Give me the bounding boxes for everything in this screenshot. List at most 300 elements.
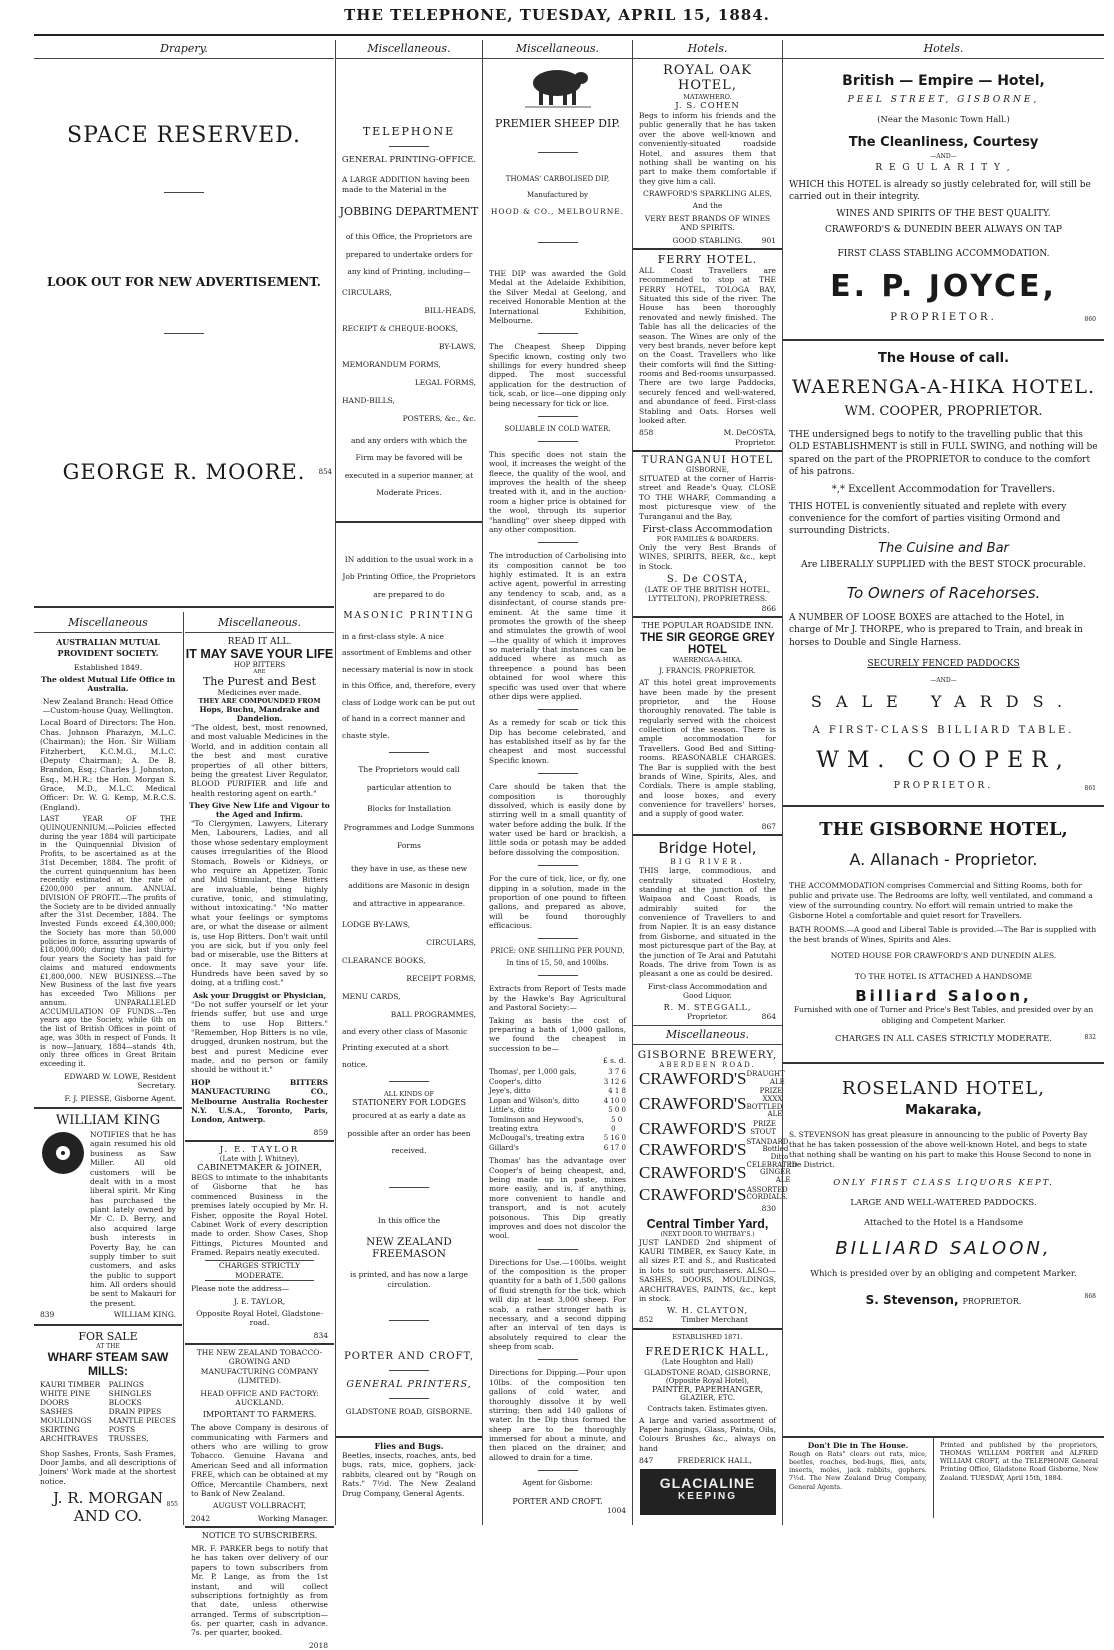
sale-yards: SALE YARDS. xyxy=(810,691,1077,711)
blocks-text: they have in use, as these new additions are Masonic in design and attractive in appearance. xyxy=(348,864,470,908)
cost-value: 5 0 0 xyxy=(611,1115,623,1133)
allanach: A. Allanach - Proprietor. xyxy=(849,849,1038,869)
clayton: W. H. CLAYTON, xyxy=(666,1306,749,1316)
glazier: GLAZIER, ETC. xyxy=(680,1393,735,1402)
dip-p5: As a remedy for scab or tick this Dip has become celebrated, and has established itself as by far the cheapest and most successful Specific known. xyxy=(489,718,626,765)
addition-text: A LARGE ADDITION having been made to the Material in the xyxy=(342,175,470,195)
decosta: M. DeCOSTA, xyxy=(723,428,776,438)
glacialine-logo xyxy=(640,1469,776,1515)
flies-text: Beetles, insects, roaches, ants, bed bugs, rats, mice, gophers, jack-rabbits, cleared out by "Rough on Rats." 7½d. The New Zealand Drug Company, General Agents. xyxy=(342,1451,476,1498)
gisborne-label: GISBORNE, xyxy=(686,466,729,474)
dip-p8: Extracts from Report of Tests made by the Hawke's Bay Agricultural and Pastoral Society:— xyxy=(489,984,626,1013)
crawford-name: CRAWFORD'S xyxy=(639,1140,747,1160)
central-timber: Central Timber Yard, xyxy=(646,1216,769,1231)
attached-handsome: Attached to the Hotel is a Handsome xyxy=(863,1218,1024,1229)
bridge-hotel: Bridge Hotel, xyxy=(658,839,757,858)
ad-number: 858 xyxy=(639,428,654,438)
hall-gladstone: GLADSTONE ROAD, GISBORNE, xyxy=(644,1367,771,1377)
amp-lowe: EDWARD W. LOWE, Resident Secretary. xyxy=(64,1071,176,1091)
cost-value: 4 10 0 xyxy=(603,1096,626,1105)
cost-row xyxy=(489,1134,626,1143)
dip-p7: For the cure of tick, lice, or fly, one dipping in a solution, made in the proportion of one pound to fifteen gallons, and prepared as above, will be found thoroughly efficacious. xyxy=(489,874,626,930)
stationery-lodges: STATIONERY FOR LODGES xyxy=(352,1098,466,1108)
crawford-name: CRAWFORD'S xyxy=(639,1068,747,1088)
ad-number: 860 xyxy=(1084,316,1096,324)
dip-p11: Directions for Use.—100lbs. weight of the composition is the proper quantity for a bath of 1,500 gallons of fluid strength for the tick, which will dip at least 3,000 sheep. For scab, a rather stronger bath is necessary, and a second dipping after an interval of ten days is absolutely required to clear the sheep from scab. xyxy=(489,1257,626,1352)
best-brands: VERY BEST BRANDS OF WINES AND SPIRITS. xyxy=(644,213,771,233)
gladstone-road: GLADSTONE ROAD, GISBORNE. xyxy=(345,1407,473,1417)
sale-item: DRAIN PIPES xyxy=(108,1406,162,1416)
glacialine-text: GLACIALINE xyxy=(659,1474,756,1491)
hop-manufacturer: HOP BITTERS MANUFACTURING CO., Melbourne Australia Rochester N.Y. U.S.A., Toronto, Paris, London, Antwerp. xyxy=(191,1077,328,1125)
column-divider xyxy=(183,612,184,1525)
crawford-list xyxy=(633,1068,798,1205)
painter: PAINTER, PAPERHANGER, xyxy=(651,1384,764,1394)
only-first-class: ONLY FIRST CLASS LIQUORS KEPT. xyxy=(833,1178,1054,1189)
matawhero: MATAWHERO. xyxy=(683,93,732,101)
popular-inn: THE POPULAR ROADSIDE INN. xyxy=(641,621,774,631)
francis: J. FRANCIS, PROPRIETOR. xyxy=(659,667,756,676)
dip-p4: The introduction of Carbolising into its composition cannot be too highly estimated. It is an extra active agent, powerful in arresting any tendency to scab, and, as a disinfectant, of course stands pre-eminent. At the same time it promotes the growth of the sheep and stimulates the growth of wool—the quality of which it improves so materially that instances can be adduced where as much as threepence a pound has been obtained for wool where this specific was used over that where other dips were applied. xyxy=(489,551,626,701)
king-text: NOTIFIES that he has again resumed his old business as Saw Miller. All old customers will be dealt with in a most liberal spirit. Mr King has purchased the plant lately owned by Mr C. D. Berry, and also acquired large bush interests in Poverty Bay, he can supply timber to suit customers, and asks the public to support him. All orders should be sent to Makauri for the present. xyxy=(90,1130,176,1308)
masonic-intro: IN addition to the usual work in a Job Printing Office, the Proprietors are prepared to do xyxy=(342,555,476,599)
hall-opposite: (Opposite Royal Hotel), xyxy=(665,1376,750,1385)
billiard-saloon: Billiard Saloon, xyxy=(855,987,1032,1006)
cabinetmaker: CABINETMAKER & JOINER, xyxy=(197,1163,322,1173)
lodge-item: MENU CARDS, xyxy=(342,991,401,1001)
lodge-item: CLEARANCE BOOKS, xyxy=(342,955,426,965)
hop-bitters-column xyxy=(185,614,334,1650)
sheep-icon xyxy=(523,63,593,109)
read-it-all: READ IT ALL. xyxy=(227,637,292,647)
dip-p2: The Cheapest Sheep Dipping Specific known, costing only two shillings for every hundred sheep dipped. The most successful application for the destruction of tick, scab, or lice—one dipping only being necessary for tick or lice. xyxy=(489,342,626,408)
printing-item: POSTERS, &c., &c. xyxy=(402,414,476,423)
give-text: "To Clergymen, Lawyers, Literary Men, Labourers, Ladies, and all those whose sedentary employment causes irregularities of the Blood Stomach, Bowels or Kidneys, or who require an Appetizer, Tonic and Mild Stimulant, these Bitters are invaluable, being highly curative, tonic, and stimulating, without intoxicating." "No matter what your feelings or symptoms are, or what the disease or ailment is, use Hop Bitters. Don't wait until you are sick, but if you only feel bad or miserable, use the Bitters at once. It may save your life. Hundreds have been saved by so doing, at a trifling cost." xyxy=(191,819,328,988)
ad-number: 861 xyxy=(1084,784,1096,792)
section-rule xyxy=(34,606,334,608)
ad-number: 834 xyxy=(313,1330,328,1340)
ad-number: 859 xyxy=(313,1127,328,1137)
billiard-table: A FIRST-CLASS BILLIARD TABLE. xyxy=(812,724,1075,736)
soluable: SOLUABLE IN COLD WATER. xyxy=(504,424,611,433)
crawford-product: PRIZE XXXX BOTTLED ALE xyxy=(746,1087,783,1119)
sale-item: TRUSSES, xyxy=(108,1433,149,1443)
cost-row xyxy=(489,1068,626,1077)
cleanliness: The Cleanliness, Courtesy xyxy=(848,135,1039,150)
tobacco-company: THE NEW ZEALAND TOBACCO-GROWING AND MANUFACTURING COMPANY (LIMITED). xyxy=(196,1348,323,1386)
furnished-text: Furnished with one of Turner and Price's Best Tables, and presided over by an obliging and Competent Marker. xyxy=(793,1005,1094,1025)
cost-name: Cooper's, ditto xyxy=(489,1077,542,1086)
for-sale: FOR SALE xyxy=(78,1329,138,1343)
dont-die-box xyxy=(783,1436,934,1518)
liberally: Are LIBERALLY SUPPLIED with the BEST STOCK procurable. xyxy=(801,560,1086,571)
printing-item: LEGAL FORMS, xyxy=(414,378,476,387)
grey-text: AT this hotel great improvements have been made by the present proprietor, and the House thoroughly renovated. The table is regularly served with the choicest collection of the season. There is ample accommodation for Travellers. Good Bed and Sitting-rooms. REASONABLE CHARGES. The Bar is supplied with the best brands of Wine, Spirits, Ales, and Cordials. There is ample stabling, and loose boxes, and every convenience for travellers' horses, and a supply of good water. xyxy=(639,678,776,819)
amp-piesse: F. J. PIESSE, Gisborne Agent. xyxy=(64,1093,176,1103)
ferry-hotel: FERRY HOTEL. xyxy=(657,252,758,266)
printing-item: BILL-HEADS, xyxy=(424,306,476,315)
section-header: Hotels. xyxy=(783,40,1104,59)
crawford-row xyxy=(639,1087,783,1119)
section-header: Miscellaneous xyxy=(34,614,182,633)
sale-item: MANTLE PIECES xyxy=(108,1415,176,1425)
first-class-acc: First-class Accommodation xyxy=(642,523,773,535)
presided-text: Which is presided over by an obliging and competent Marker. xyxy=(810,1269,1077,1280)
cost-value: 6 17 0 xyxy=(603,1143,626,1152)
crawford-name: CRAWFORD'S xyxy=(639,1119,747,1139)
crawford-row xyxy=(639,1068,785,1089)
keeping-text: KEEPING xyxy=(677,1490,737,1502)
drapery-column xyxy=(34,40,334,610)
hop-bitters: HOP BITTERS xyxy=(233,661,286,669)
notice-text: MR. F. PARKER begs to notify that he has taken over delivery of our papers to town subscribers from Mr. P. Lange, as from the 1st instant, and will collect subscriptions fortnightly as from that date, unless otherwise arranged. Terms of subscription— 6s. per quarter, cash in advance. 7s. per quarter, booked. xyxy=(191,1544,328,1638)
cuisine-bar: The Cuisine and Bar xyxy=(878,541,1009,557)
waerenga-hotel: WAERENGA-A-HIKA HOTEL. xyxy=(791,376,1096,399)
general-printers: GENERAL PRINTERS, xyxy=(346,1379,472,1391)
taylor-text: BEGS to intimate to the inhabitants of Gisborne that he has commenced Business in the premises lately occupied by Mr. H. Fisher, opposite the Royal Hotel. Cabinet Work of every description made to order. Show Cases, Shop Fittings, Pictures Mounted and Framed. Repairs neatly executed. xyxy=(191,1173,328,1257)
ferry-text: ALL Coast Travellers are recommended to stop at THE FERRY HOTEL, TOLOGA BAY, Situated this side of the river. The House has been thoroughly renovated and newly finished. The Table has all the delicacies of the season. The Wines are only of the very best brands, never before kept on the Coast. Travellers who like their comforts will find the Sitting-rooms and Bed-rooms unsurpassed. There are two large Paddocks, securely fenced and well-watered, and abundance of feed. First-class Stabling and Oats. Horses well looked after. xyxy=(639,265,776,425)
sale-list xyxy=(40,1380,176,1443)
cost-row xyxy=(489,1144,626,1153)
masthead-rule xyxy=(34,34,1104,36)
printing-item: CIRCULARS, xyxy=(342,288,392,297)
crawford-row xyxy=(639,1184,788,1205)
families: FOR FAMILIES & BOARDERS. xyxy=(656,534,759,543)
ad-number: 868 xyxy=(1084,1293,1096,1301)
taylor-charges: CHARGES STRICTLY MODERATE. xyxy=(205,1260,314,1281)
ask-druggist: Ask your Druggist or Physician, xyxy=(192,990,327,1000)
attached-text: TO THE HOTEL IS ATTACHED A HANDSOME xyxy=(854,972,1033,982)
proprietor-label: PROPRIETOR. xyxy=(893,780,994,791)
accommodation-text: THE ACCOMMODATION comprises Commercial and Sitting Rooms, both for public and private use. The Bedrooms are lofty, well ventilated, and command a view of the surrounding country. No effort will remain untried to make the Gisborne Hotel a comfortable and quiet resort for Travellers. xyxy=(789,880,1093,921)
proprietor-label: PROPRIETOR. xyxy=(890,312,997,324)
lodge-items xyxy=(342,916,476,1024)
loose-boxes: A NUMBER OF LOOSE BOXES are attached to the Hotel, in charge of Mr J. THORPE, who is prepared to Train, and break in horses to Double and Single Harness. xyxy=(789,613,1083,648)
and-the: And the xyxy=(692,201,723,211)
king-signature: WILLIAM KING. xyxy=(113,1310,176,1320)
hop-text: "The oldest, best, most renowned, and most valuable Medicines in the World, and in addition contain all the best and most curative properties of all other bitters, being the greatest Liver Regulator, BLOOD PURIFIER and life and health restoring agent on earth." xyxy=(191,723,328,798)
carbolised: THOMAS' CARBOLISED DIP, xyxy=(505,175,610,183)
printing-items xyxy=(342,284,476,428)
cost-row xyxy=(489,1078,626,1087)
crawford-name: CRAWFORD'S xyxy=(639,1184,747,1204)
stevenson-text: S. STEVENSON has great pleasure in announcing to the public of Poverty Bay that he has taken possession of the above well-known Hotel, and begs to state that nothing shall be wanting on his part to make this House Second to none in the District. xyxy=(789,1129,1092,1170)
moore-name: GEORGE R. MOORE. xyxy=(62,460,306,484)
look-out-notice: LOOK OUT FOR NEW ADVERTISEMENT. xyxy=(47,275,321,289)
large-paddocks: LARGE AND WELL-WATERED PADDOCKS. xyxy=(850,1198,1037,1209)
manufactured-by: Manufactured by xyxy=(527,191,588,199)
sale-item: SHINGLES xyxy=(108,1388,152,1398)
crawford-name: CRAWFORD'S xyxy=(639,1093,747,1113)
section-header: Hotels. xyxy=(633,40,782,59)
masonic-text: in a first-class style. A nice assortment of Emblems and other necessary material is now in stock in this Office, and, therefore, every class of Lodge work can be put out of hand in a correct manner and chaste style. xyxy=(342,631,476,740)
steggall: R. M. STEGGALL, xyxy=(663,1003,752,1013)
telephone-title: TELEPHONE xyxy=(362,125,456,138)
taylor-address: Opposite Royal Hotel, Gladstone-road. xyxy=(196,1308,323,1328)
vollbracht: AUGUST VOLLBRACHT, xyxy=(212,1501,307,1511)
good-stabling: GOOD STABLING. xyxy=(672,235,743,245)
crawford-row xyxy=(639,1160,798,1185)
at-the: AT THE xyxy=(96,1342,120,1350)
ad-number: 2042 xyxy=(191,1513,211,1523)
compounded: THEY ARE COMPOUNDED FROM xyxy=(198,697,321,705)
agent-gisborne: Agent for Gisborne: xyxy=(522,1479,593,1488)
ep-joyce: E. P. JOYCE, xyxy=(830,269,1057,305)
important-farmers: IMPORTANT TO FARMERS. xyxy=(202,1410,317,1420)
taylor-note: Please note the address— xyxy=(191,1284,290,1294)
saw-blade-icon xyxy=(40,1130,86,1176)
ad-number: 830 xyxy=(761,1204,776,1214)
turanganui-hotel: TURANGANUI HOTEL xyxy=(641,455,774,466)
lodge-item: BALL PROGRAMMES, xyxy=(390,1009,476,1019)
cooper-text: THE undersigned begs to notify to the travelling public that this OLD ESTABLISHMENT is still in FULL SWING, and nothing will be spared on the part of the PROPRIETOR to conduce to the comfort of his patrons. xyxy=(789,430,1098,477)
next-door: (NEXT DOOR TO WHITBAY'S.) xyxy=(660,1230,755,1238)
amp-oldest: The oldest Mutual Life Office in Australia. xyxy=(40,674,176,694)
lodge-item: CIRCULARS, xyxy=(426,937,476,947)
bath-text: BATH ROOMS.—A good and Liberal Table is provided.—The Bar is supplied with the best brands of Wines, Spirits and Ales. xyxy=(789,925,1097,945)
cost-value: 3 7 6 xyxy=(608,1068,626,1077)
ad-number: 852 xyxy=(639,1315,654,1325)
dont-die-text: Rough on Rats" clears out rats, mice, beetles, roaches, bed-bugs, flies, ants, insects, moles, jack rabbits, gophers. 7½d. The New Zealand Drug Company, General Agents. xyxy=(789,1450,927,1491)
crawford-row xyxy=(639,1119,776,1139)
flies-title: Flies and Bugs. xyxy=(374,1441,444,1451)
paddocks: SECURELY FENCED PADDOCKS xyxy=(867,658,1020,669)
imprint-text: Printed and published by the proprietors, THOMAS WILLIAM PORTER and ALFRED WILLIAM CROFT, at the TELEPHONE General Printing Office, Gladstone Road Gisborne, New Zealand. TUESDAY, April 15th, 1884. xyxy=(940,1441,1098,1482)
steggall-role: Proprietor. xyxy=(686,1012,729,1022)
ad-number: 867 xyxy=(761,821,776,831)
ad-number: 854 xyxy=(318,468,332,476)
printed-text: is printed, and has now a large circulation. xyxy=(350,1270,468,1290)
crawford-product: DRAUGHT ALE xyxy=(746,1069,785,1086)
cost-name: Lopan and Wilson's, ditto xyxy=(489,1096,580,1105)
crawford-product: STANDARD Bottled Ditto xyxy=(746,1137,789,1161)
ad-number: 864 xyxy=(761,1012,776,1022)
contracts: Contracts taken. Estimates given. xyxy=(647,1404,768,1413)
flies-bugs xyxy=(336,1436,482,1518)
sdecosta: S. De COSTA, xyxy=(666,574,749,585)
billiard-saloon-roseland: BILLIARD SALOON, xyxy=(835,1238,1052,1260)
brands-text: Only the very Best Brands of WINES, SPIRITS, BEER, &c., kept in Stock. xyxy=(639,542,776,571)
cost-row xyxy=(489,1106,626,1115)
amp-body: LAST YEAR OF THE QUINQUENNIUM.—Policies effected during the year 1884 will participate in the Quinquennial Division of Profits, to be ascertained as at the 31st December, 1884. The profit of the current quinquennium has been recently estimated at the rate of £200,000 per annum. ANNUAL DIVISION OF PROFIT.—The profits of the Society are to be divided annually after the 31st December, 1884. The Invested Funds exceed £4,300,000; the Society has more than 50,000 policies in force, assuring upwards of £18,000,000; during the last thirty-four years the Society has paid for claims and matured endowments £1,800,000. NEW BUSINESS.—The New Business of the last five years has exceeded Two Millions per annum. UNPARALLELED ACCUMULATION OF FUNDS.—Ten years ago the Society, while 6th on the list of British Offices in point of age, was 30th in respect of Funds. It is now—January, 1884—stands 4th, only three offices in Great Britain exceeding it. xyxy=(40,815,176,1069)
section-header: Drapery. xyxy=(34,40,334,59)
gpo-title: GENERAL PRINTING-OFFICE. xyxy=(341,155,477,165)
cost-row xyxy=(489,1097,626,1106)
cost-value: 3 12 6 xyxy=(603,1077,626,1086)
printing-item: BY-LAWS, xyxy=(438,342,476,351)
section-header: Miscellaneous. xyxy=(483,40,632,59)
ad-number: 866 xyxy=(761,603,776,613)
crawford-product: ASSORTED CORDIALS. xyxy=(746,1185,788,1202)
crawford-dunedin: CRAWFORD'S & DUNEDIN BEER ALWAYS ON TAP xyxy=(825,225,1062,236)
in-office: In this office the xyxy=(377,1216,441,1225)
timber-text: JUST LANDED 2nd shipment of KAURI TIMBER, ex Saucy Kate, in all sizes P.T. and S., and Rusticated in lots to suit purchasers. ALSO— SASHES, DOORS, MOULDINGS, ARCHITRAVES, PAINTS, &c., kept in stock. xyxy=(639,1237,776,1303)
section-header: Miscellaneous. xyxy=(633,1025,782,1045)
hood-melbourne: HOOD & CO., MELBOURNE. xyxy=(490,207,625,216)
king-name: WILLIAM KING xyxy=(55,1113,161,1129)
ad-number: 855 xyxy=(166,1501,178,1509)
tobacco-head-office: HEAD OFFICE AND FACTORY: AUCKLAND. xyxy=(200,1388,319,1407)
first-stabling: FIRST CLASS STABLING ACCOMMODATION. xyxy=(837,249,1050,260)
intro-text: of this Office, the Proprietors are prepared to undertake orders for any kind of Printing, including— xyxy=(345,232,473,276)
decosta-role: Proprietor. xyxy=(734,437,776,447)
taylor-signature: J. E. TAYLOR, xyxy=(233,1296,286,1306)
gisborne-hotel: THE GISBORNE HOTEL, xyxy=(819,818,1068,840)
may-save-life: IT MAY SAVE YOUR LIFE xyxy=(185,647,334,661)
and-divider: —AND— xyxy=(930,676,957,684)
sheep-title: PREMIER SHEEP DIP. xyxy=(494,117,621,130)
dont-die-title: Don't Die in The House. xyxy=(807,1441,909,1450)
stevenson-name: S. Stevenson, xyxy=(865,1293,959,1308)
peel-street: PEEL STREET, GISBORNE, xyxy=(847,95,1040,105)
taylor-late: (Late with J. Whitney), xyxy=(219,1155,300,1163)
tins: In tins of 15, 50, and 100lbs. xyxy=(506,959,609,968)
printing-item: RECEIPT & CHEQUE-BOOKS, xyxy=(342,324,458,333)
printing-item: MEMORANDUM FORMS, xyxy=(342,360,441,369)
working-manager: Working Manager. xyxy=(257,1513,328,1523)
crawford-product: CELEBRATED GINGER ALE xyxy=(746,1160,798,1185)
established: ESTABLISHED 1871. xyxy=(672,1332,743,1341)
regularity: R E G U L A R I T Y , xyxy=(875,163,1012,173)
ad-number: 1004 xyxy=(606,1506,626,1516)
aberdeen-road: ABERDEEN ROAD. xyxy=(659,1060,756,1069)
roseland-hotel: ROSELAND HOTEL, xyxy=(842,1077,1045,1099)
printing-column xyxy=(336,40,482,1480)
masonic-printing: MASONIC PRINTING xyxy=(343,610,475,621)
proprietors-text: The Proprietors would call particular attention to xyxy=(358,765,460,792)
blocks-title: Blocks for Installation Programmes and Lodge Summons Forms xyxy=(343,803,475,851)
sale-item: SKIRTING xyxy=(40,1424,80,1434)
sir-george-grey: THE SIR GEORGE GREY HOTEL xyxy=(640,632,775,657)
noted-house: NOTED HOUSE FOR CRAWFORD'S AND DUNEDIN ALES. xyxy=(830,951,1057,961)
dip-p1: THE DIP was awarded the Gold Medal at the Adelaide Exhibition, the Silver Medal at Geelong, and received Honorable Mention at the International Exhibition, Melbourne. xyxy=(489,269,626,325)
give-life: They Give New Life and Vigour to the Aged and Infirm. xyxy=(189,801,330,819)
sale-item: ARCHITRAVES xyxy=(40,1433,99,1443)
ad-number: 832 xyxy=(1084,1033,1096,1041)
hotels-column xyxy=(633,40,798,1525)
price: PRICE: ONE SHILLING PER POUND, xyxy=(490,947,625,956)
british-empire: British — Empire — Hotel, xyxy=(842,73,1045,89)
imprint-box xyxy=(934,1436,1104,1518)
morgan-name: J. R. MORGAN AND CO. xyxy=(52,1489,164,1526)
ad-number: 901 xyxy=(761,235,776,245)
excellent-acc: *,* Excellent Accommodation for Travellers. xyxy=(831,483,1056,495)
dip-p10: Thomas' has the advantage over Cooper's of being cheapest, and, being made up in paste, mixes more easily, and is, if anything, more convenient to handle and transport, and is not acutely poisonous. This Dip greatly improves and does not discolor the wool. xyxy=(489,1156,626,1241)
racehorses: To Owners of Racehorses. xyxy=(846,584,1041,603)
lodge-item: LODGE BY-LAWS, xyxy=(342,919,411,929)
amp-title: AUSTRALIAN MUTUAL PROVIDENT SOCIETY. xyxy=(56,637,160,658)
crawfords: CRAWFORD'S SPARKLING ALES, xyxy=(643,189,772,198)
clayton-role: Timber Merchant xyxy=(681,1315,749,1325)
gisborne-brewery: GISBORNE BREWERY, xyxy=(637,1048,778,1061)
crawford-name: CRAWFORD'S xyxy=(639,1163,747,1183)
cost-name: McDougal's, treating extra xyxy=(489,1134,585,1143)
crawford-row xyxy=(639,1137,789,1162)
cost-table xyxy=(489,1068,626,1153)
tobacco-text: The above Company is desirous of communicating with Farmers and others who are willing to grow Tobacco. Genuine Havana and American Seed and all information FREE, which can be obtained at my Office, Mercantile Chambers, next to Bank of New Zealand. xyxy=(191,1423,328,1498)
sale-item: BLOCKS xyxy=(108,1397,142,1407)
are-label: ARE xyxy=(253,669,266,675)
wm-cooper-sig: WM. COOPER, xyxy=(816,747,1071,773)
medicines: Medicines ever made. xyxy=(217,688,302,697)
section-header: Miscellaneous. xyxy=(336,40,482,59)
shop-text: Shop Sashes, Fronts, Sash Frames, Door Jambs, and all descriptions of Joiners' Work made at the shortest notice. xyxy=(40,1448,176,1486)
situated-text: THIS HOTEL is conveniently situated and replete with every convenience for the comfort of parties visiting Ormond and surrounding Districts. xyxy=(789,501,1067,537)
which-text: WHICH this HOTEL is already so justly celebrated for, will still be carried out in their integrity. xyxy=(789,180,1091,203)
hops-ingredients: Hops, Buchu, Mandrake and Dandelion. xyxy=(199,705,320,723)
section-header: Miscellaneous. xyxy=(185,614,334,633)
wharf-mills: WHARF STEAM SAW MILLS: xyxy=(47,1349,169,1378)
sale-item: KAURI TIMBER xyxy=(40,1379,101,1389)
taylor-name: J. E. TAYLOR xyxy=(219,1145,300,1155)
sale-item: MOULDINGS xyxy=(40,1415,92,1425)
orders-text: and any orders with which the Firm may be favored will be executed in a superior manner, at Moderate Prices. xyxy=(344,436,474,497)
nz-freemason: NEW ZEALAND FREEMASON xyxy=(366,1236,452,1261)
dip-p9: Taking as basis the cost of preparing a bath of 1,000 gallons, we found the cheapest in succession to be— xyxy=(489,1015,626,1053)
ad-number: 847 xyxy=(639,1456,654,1466)
and-divider: —AND— xyxy=(930,153,957,160)
cost-value: 4 1 8 xyxy=(608,1087,626,1096)
crawford-product: PRIZE STOUT xyxy=(750,1120,776,1136)
late-hall: (Late Houghton and Hall) xyxy=(661,1357,754,1366)
lodge-end: and every other class of Masonic Printing executed at a short notice. xyxy=(342,1026,468,1069)
sale-item: POSTS xyxy=(108,1424,136,1434)
cost-name: Gillard's xyxy=(489,1143,519,1152)
stevenson-role: PROPRIETOR. xyxy=(962,1297,1022,1307)
frederick-hall: FREDERICK HALL, xyxy=(645,1344,770,1358)
sale-item: PALINGS xyxy=(108,1379,145,1389)
dip-p12: Directions for Dipping.—Pour upon 10lbs. of the composition ten gallons of cold water, and thoroughly dissolve it by well stirring; then add 140 gallons of water. In the Dip thus formed the sheep are to be thoroughly immersed for about a minute, and then placed on the drainer, and allowed to drain for a time. xyxy=(489,1368,626,1462)
cost-name: Little's, ditto xyxy=(489,1106,535,1115)
cost-name: Tomlinson and Heywood's, treating extra xyxy=(489,1115,584,1133)
makaraka: Makaraka, xyxy=(905,1102,982,1118)
porter-croft: PORTER AND CROFT. xyxy=(512,1497,603,1507)
porter-croft: PORTER AND CROFT, xyxy=(344,1351,474,1363)
hall-signature: FREDERICK HALL, xyxy=(677,1456,752,1466)
sale-item: WHITE PINE xyxy=(40,1388,91,1398)
ad-number: 839 xyxy=(40,1310,55,1320)
near-hall: (Near the Masonic Town Hall.) xyxy=(877,115,1010,125)
notice-subscribers: NOTICE TO SUBSCRIBERS. xyxy=(201,1531,318,1540)
house-of-call: The House of call. xyxy=(877,351,1010,367)
cohen: J. S. COHEN xyxy=(675,101,740,111)
dip-p3: This specific does not stain the wool, it increases the weight of the fleece, the quality of the wool, and improves the health of the sheep treated with it, and in the auction-room a higher price is obtained for the wool, through its superior "handling" over sheep dipped with any other composition. xyxy=(489,449,626,534)
hotels-right-column xyxy=(783,40,1104,1430)
first-acc-liquor: First-class Accommodation and Good Liquor. xyxy=(647,981,768,1000)
bridge-text: THIS large, commodious, and centrally situated Hostelry, standing at the junction of the Waipaoa and Coast Roads, is admirably suited for the convenience of Travellers to and from Napier. It is an easy distance from Gisborne, and situated in the most picturesque part of the Bay, at the junction of Te Arai and Patutahi Roads. The drive from Town is as pleasant a one as could be desired. xyxy=(639,866,776,979)
cost-name: Jeye's, ditto xyxy=(489,1087,531,1096)
cost-value: 5 0 0 xyxy=(608,1106,626,1115)
sheep-dip-column xyxy=(483,40,632,1520)
procured-text: procured at as early a date as possible after an order has been received. xyxy=(347,1111,471,1155)
dip-p6: Care should be taken that the composition is thoroughly dissolved, which is easily done by stirring well in a small quantity of water before adding the bulk. If the water used be hard or brackish, a little soda or potash may be added before dissolving the composition. xyxy=(489,782,626,857)
amp-board: Local Board of Directors: The Hon. Chas. Johnson Pharazyn, M.L.C. (Chairman); the Hon. Sir William Fitzherbert, K.C.M.G., M.L.C. (Deputy Chairman); A. De B. Brandon, Esq.; Charles J. Johnston, Esq., M.H.R.; the Hon. Morgan S. Grace, M.D., M.L.C. Medical Officer: Dr. W. G. Kemp, M.R.C.S. (England). xyxy=(40,718,176,812)
jobbing-dept: JOBBING DEPARTMENT xyxy=(339,205,479,219)
amp-column xyxy=(34,614,182,1524)
amp-est: Established 1849. xyxy=(73,662,143,672)
masthead: THE TELEPHONE, TUESDAY, APRIL 15, 1884. xyxy=(344,6,770,24)
ad-number: 2018 xyxy=(308,1640,328,1650)
amp-branch: New Zealand Branch: Head Office—Custom-house Quay, Wellington. xyxy=(42,696,174,716)
ask-text: "Do not suffer yourself or let your friends suffer, but use and urge them to use Hop Bitters." "Remember, Hop Bitters is no vile, drugged, drunken nostrum, but the best and purest Medicine ever made, and no person or family should be without it." xyxy=(191,999,328,1075)
cost-name: Thomas', per 1,000 gals, xyxy=(489,1068,577,1077)
waerenga-label: WAERENGA-A-HIKA. xyxy=(672,656,743,665)
all-kinds: ALL KINDS OF xyxy=(383,1090,435,1099)
printing-item: HAND-BILLS, xyxy=(342,396,395,405)
charges-moderate: CHARGES IN ALL CASES STRICTLY MODERATE. xyxy=(835,1033,1052,1044)
cost-header: £ s. d. xyxy=(603,1056,626,1065)
lodge-item: RECEIPT FORMS, xyxy=(406,973,476,983)
